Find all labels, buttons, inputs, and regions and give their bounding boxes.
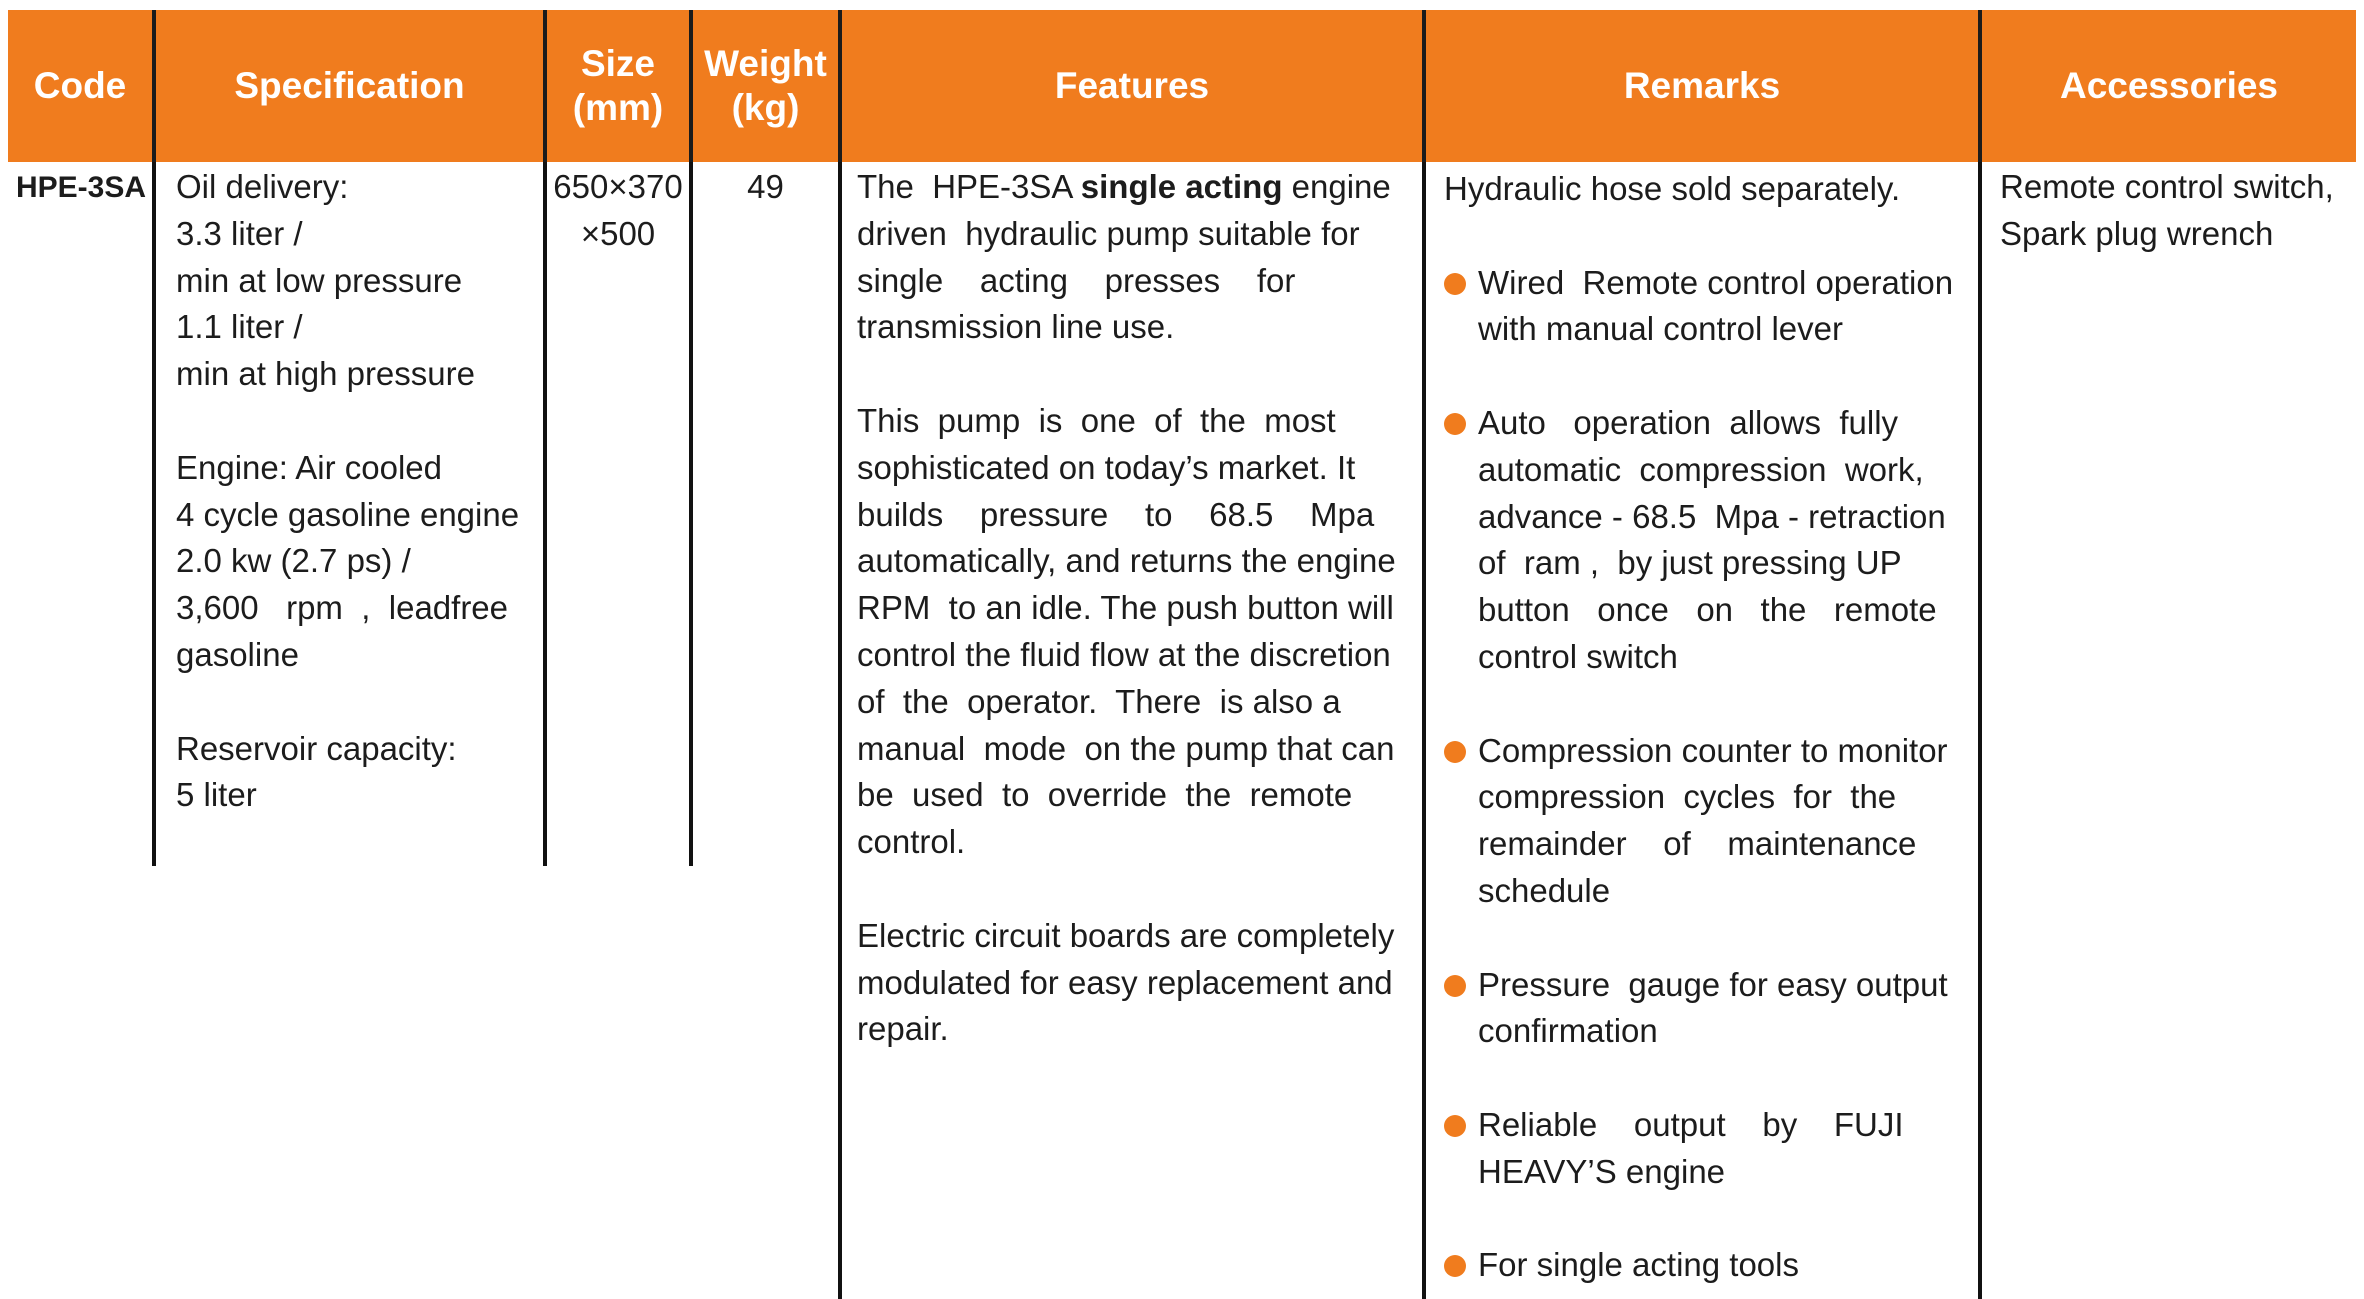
remark-bullet xyxy=(1444,1102,1966,1196)
features-line: transmission line use. xyxy=(857,308,1175,346)
features-line: builds pressure to 68.5 Mpa xyxy=(857,495,1375,533)
cell-accessories xyxy=(2000,164,2350,258)
header-specification: Specification xyxy=(234,65,465,106)
features-line: repair. xyxy=(857,1010,949,1048)
header-features: Features xyxy=(1054,65,1210,106)
spec-line: 3.3 liter / xyxy=(176,214,303,252)
header-remarks: Remarks xyxy=(1623,65,1781,106)
header-size-line2: (mm) xyxy=(572,87,664,128)
remark-line: schedule xyxy=(1478,871,1611,909)
remark-line: button once on the remote xyxy=(1478,591,1937,629)
header-divider xyxy=(689,10,693,162)
remark-line: Pressure gauge for easy output xyxy=(1478,965,1948,1003)
features-line: control the fluid flow at the discretion xyxy=(857,635,1391,673)
header-divider xyxy=(543,10,547,162)
header-size xyxy=(547,10,689,162)
features-line: Electric circuit boards are completely xyxy=(857,916,1395,954)
features-line: control. xyxy=(857,823,966,861)
features-bold-text: single acting xyxy=(1080,168,1283,205)
spec-line: 3,600 rpm , leadfree xyxy=(176,589,509,627)
accessory-line: Spark plug wrench xyxy=(2000,214,2274,252)
spec-line: min at low pressure xyxy=(176,261,463,299)
remark-line: HEAVY’S engine xyxy=(1478,1152,1726,1190)
cell-remarks xyxy=(1444,166,1966,1289)
bullet-dot-icon xyxy=(1444,413,1466,435)
spec-engine xyxy=(176,445,532,679)
features-line: automatically, and returns the engine xyxy=(857,542,1396,580)
cell-features xyxy=(857,164,1405,1053)
spec-reservoir xyxy=(176,726,532,820)
header-divider xyxy=(1422,10,1426,162)
bullet-dot-icon xyxy=(1444,975,1466,997)
spec-line: Oil delivery: xyxy=(176,168,349,205)
features-line: be used to override the remote xyxy=(857,776,1353,814)
features-line: sophisticated on today’s market. It xyxy=(857,448,1356,486)
features-line: manual mode on the pump that can xyxy=(857,729,1395,767)
features-line: driven hydraulic pump suitable for xyxy=(857,214,1360,252)
features-line: RPM to an idle. The push button will xyxy=(857,589,1394,627)
header-weight-line1: Weight xyxy=(704,43,827,84)
bullet-dot-icon xyxy=(1444,1115,1466,1137)
remark-line: with manual control lever xyxy=(1478,310,1843,348)
column-divider xyxy=(1978,162,1982,1299)
remark-bullet xyxy=(1444,400,1966,681)
cell-weight: 49 xyxy=(747,168,784,205)
remark-line: advance - 68.5 Mpa - retraction xyxy=(1478,497,1946,535)
header-divider xyxy=(838,10,842,162)
spec-line: 2.0 kw (2.7 ps) / xyxy=(176,542,411,580)
remark-line: confirmation xyxy=(1478,1012,1658,1050)
remark-line: Reliable output by FUJI xyxy=(1478,1105,1904,1143)
features-line: This pump is one of the most xyxy=(857,401,1336,439)
cell-code: HPE-3SA xyxy=(16,171,147,204)
remark-line: automatic compression work, xyxy=(1478,450,1924,488)
remark-line: Wired Remote control operation xyxy=(1478,263,1954,301)
cell-specification xyxy=(176,164,532,819)
header-divider xyxy=(152,10,156,162)
column-divider xyxy=(689,162,693,866)
spec-line: 5 liter xyxy=(176,776,257,814)
remark-bullet xyxy=(1444,962,1966,1056)
header-code: Code xyxy=(33,65,127,106)
features-text: engine xyxy=(1282,168,1391,205)
bullet-dot-icon xyxy=(1444,1255,1466,1277)
header-weight-line2: (kg) xyxy=(731,87,800,128)
spec-line: 1.1 liter / xyxy=(176,308,303,346)
size-line: ×500 xyxy=(580,214,656,252)
features-line xyxy=(857,164,1405,211)
header-size-line1: Size xyxy=(580,43,656,84)
column-divider xyxy=(1422,162,1426,1299)
features-paragraph-3 xyxy=(857,913,1405,1053)
features-paragraph-1 xyxy=(857,164,1405,351)
remark-line: compression cycles for the xyxy=(1478,778,1897,816)
column-divider xyxy=(838,162,842,1299)
spec-line: gasoline xyxy=(176,635,299,673)
cell-size xyxy=(547,164,689,258)
column-divider xyxy=(543,162,547,866)
remark-bullet xyxy=(1444,260,1966,354)
remark-line: For single acting tools xyxy=(1478,1246,1799,1284)
size-line: 650×370 xyxy=(553,168,683,205)
spec-line: Reservoir capacity: xyxy=(176,729,457,767)
spec-line: min at high pressure xyxy=(176,355,475,393)
features-text: The HPE-3SA xyxy=(857,168,1081,205)
header-accessories: Accessories xyxy=(2059,65,2279,106)
bullet-dot-icon xyxy=(1444,741,1466,763)
remark-line: of ram , by just pressing UP xyxy=(1478,544,1902,582)
spec-oil-delivery xyxy=(176,164,532,398)
features-line: single acting presses for xyxy=(857,261,1296,299)
header-divider xyxy=(1978,10,1982,162)
features-line: modulated for easy replacement and xyxy=(857,963,1393,1001)
remark-line: Auto operation allows fully xyxy=(1478,403,1899,441)
features-paragraph-2 xyxy=(857,398,1405,866)
remark-bullet xyxy=(1444,1242,1966,1289)
remark-bullet xyxy=(1444,728,1966,915)
remark-line: Compression counter to monitor xyxy=(1478,731,1948,769)
accessory-line: Remote control switch, xyxy=(2000,168,2334,205)
remark-line: control switch xyxy=(1478,637,1678,675)
spec-line: Engine: Air cooled xyxy=(176,448,443,486)
remark-line: remainder of maintenance xyxy=(1478,825,1917,863)
remarks-intro: Hydraulic hose sold separately. xyxy=(1444,170,1901,207)
header-weight xyxy=(693,10,838,162)
column-divider xyxy=(152,162,156,866)
features-line: of the operator. There is also a xyxy=(857,682,1341,720)
bullet-dot-icon xyxy=(1444,273,1466,295)
spec-line: 4 cycle gasoline engine xyxy=(176,495,520,533)
